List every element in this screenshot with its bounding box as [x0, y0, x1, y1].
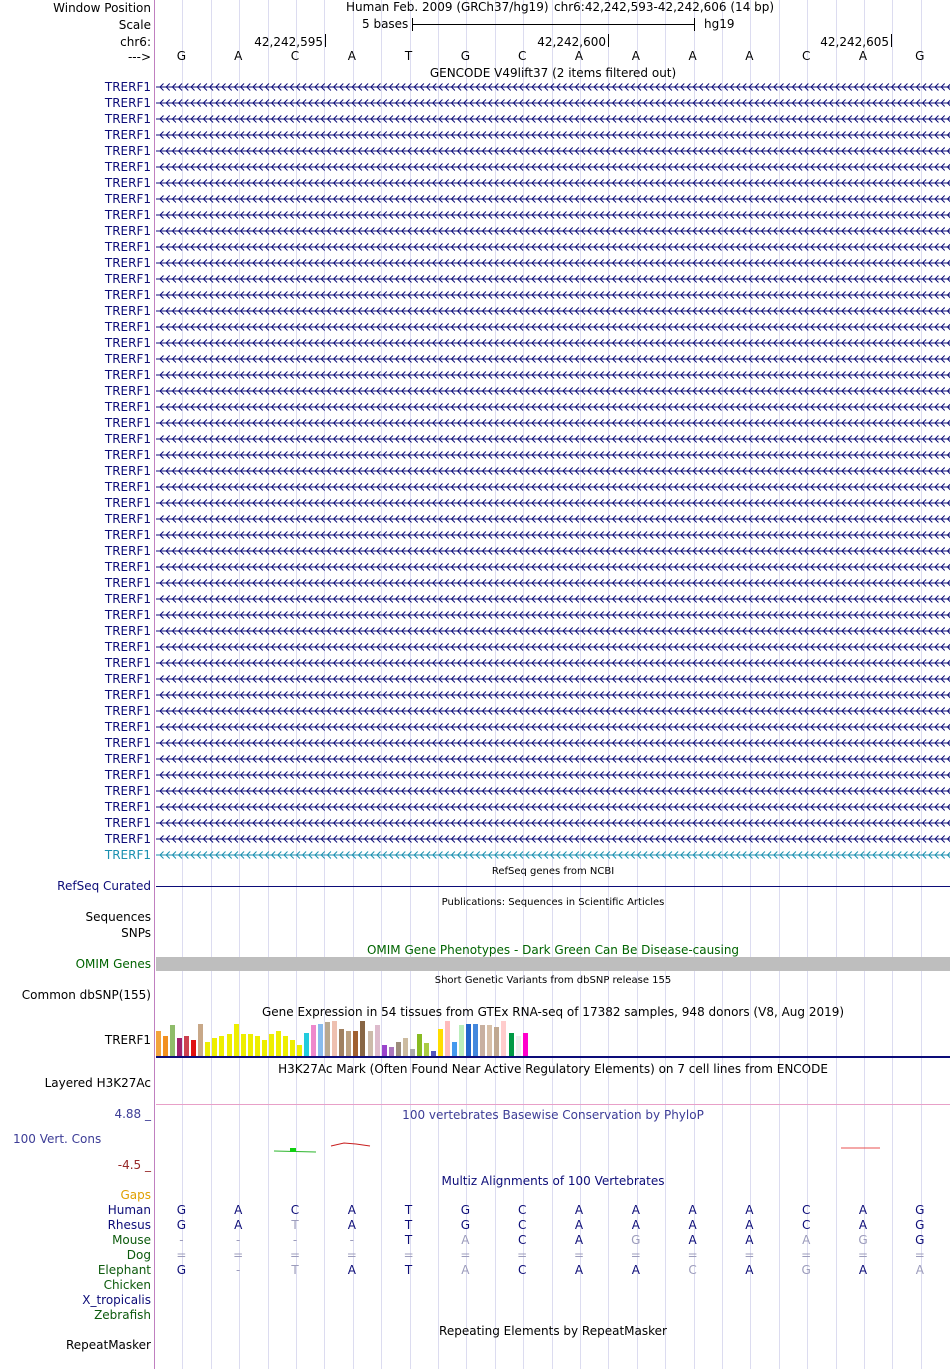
coord-label-3: 42,242,605: [820, 35, 889, 49]
cons-title: 100 vertebrates Basewise Conservation by PhyloP: [402, 1108, 704, 1122]
dbsnp-label[interactable]: Common dbSNP(155): [21, 988, 151, 1002]
gene-label[interactable]: TRERF1: [104, 848, 151, 862]
aligned-base: A: [802, 1233, 811, 1247]
aligned-base: G: [460, 1203, 471, 1217]
aligned-base: C: [290, 1203, 300, 1217]
gtex-tissue-bar[interactable]: [304, 1033, 309, 1056]
gtex-tissue-bar[interactable]: [177, 1038, 182, 1056]
gene-model[interactable]: [156, 176, 950, 190]
gene-model[interactable]: [156, 848, 950, 862]
refseq-title: RefSeq genes from NCBI: [491, 866, 615, 877]
gene-label[interactable]: TRERF1: [104, 464, 151, 478]
gene-model[interactable]: [156, 496, 950, 510]
dbsnp-title: Short Genetic Variants from dbSNP release 155: [434, 975, 672, 986]
cons-min-label: -4.5 _: [117, 1158, 151, 1172]
gtex-tissue-bar[interactable]: [396, 1042, 401, 1056]
aligned-base: =: [744, 1248, 755, 1262]
gene-model[interactable]: [156, 160, 950, 174]
gene-model[interactable]: [156, 144, 950, 158]
gene-label[interactable]: TRERF1: [104, 656, 151, 670]
omim-gene-bar[interactable]: [156, 957, 950, 971]
aligned-base: A: [745, 1263, 754, 1277]
gtex-tissue-bar[interactable]: [241, 1034, 246, 1056]
gtex-title: Gene Expression in 54 tissues from GTEx RNA-seq of 17382 samples, 948 donors (V8, Aug 2019): [261, 1005, 845, 1019]
gene-label[interactable]: TRERF1: [104, 528, 151, 542]
aligned-base: -: [292, 1233, 298, 1247]
gene-label[interactable]: TRERF1: [104, 224, 151, 238]
aligned-base: T: [404, 1203, 413, 1217]
gtex-tissue-bar[interactable]: [403, 1038, 408, 1056]
aligned-base: A: [347, 1263, 356, 1277]
gene-label[interactable]: TRERF1: [104, 592, 151, 606]
aligned-base: A: [347, 1203, 356, 1217]
dna-base: T: [404, 49, 413, 63]
dna-base: A: [347, 49, 356, 63]
cons-wiggle[interactable]: [156, 1136, 950, 1160]
species-label[interactable]: Mouse: [112, 1233, 151, 1247]
gene-label[interactable]: TRERF1: [104, 272, 151, 286]
aligned-base: A: [574, 1233, 584, 1247]
gtex-tissue-bar[interactable]: [487, 1025, 492, 1056]
dna-base: A: [858, 49, 868, 63]
gene-model[interactable]: [156, 432, 950, 446]
aligned-base: A: [858, 1263, 868, 1277]
aligned-base: -: [236, 1263, 241, 1277]
dna-base: G: [915, 49, 925, 63]
species-label[interactable]: X_tropicalis: [82, 1293, 151, 1307]
gene-model[interactable]: [156, 464, 950, 478]
gtex-tissue-bar[interactable]: [523, 1033, 528, 1056]
gencode-title: GENCODE V49lift37 (2 items filtered out): [429, 66, 677, 80]
gene-model[interactable]: [156, 608, 950, 622]
refseq-label[interactable]: RefSeq Curated: [57, 879, 151, 893]
gene-label[interactable]: TRERF1: [104, 704, 151, 718]
gtex-tissue-bar[interactable]: [283, 1036, 288, 1056]
gene-model[interactable]: [156, 512, 950, 526]
gene-label[interactable]: TRERF1: [104, 640, 151, 654]
gene-model[interactable]: [156, 768, 950, 782]
dna-base: C: [517, 49, 527, 63]
gene-model[interactable]: [156, 656, 950, 670]
gtex-tissue-bar[interactable]: [212, 1038, 217, 1056]
aligned-base: =: [630, 1248, 641, 1262]
gene-label[interactable]: TRERF1: [104, 480, 151, 494]
gene-label[interactable]: TRERF1: [104, 576, 151, 590]
gene-label[interactable]: TRERF1: [104, 688, 151, 702]
gene-label[interactable]: TRERF1: [104, 176, 151, 190]
cons-label[interactable]: 100 Vert. Cons: [13, 1132, 102, 1146]
gene-label[interactable]: TRERF1: [104, 144, 151, 158]
aligned-base: -: [236, 1233, 241, 1247]
gtex-tissue-bar[interactable]: [248, 1034, 253, 1056]
dna-base: G: [460, 49, 471, 63]
gene-label[interactable]: TRERF1: [104, 496, 151, 510]
gtex-tissue-bar[interactable]: [255, 1036, 260, 1056]
gene-model[interactable]: [156, 800, 950, 814]
gene-model[interactable]: [156, 784, 950, 798]
gtex-tissue-bar[interactable]: [410, 1049, 415, 1056]
gtex-tissue-bar[interactable]: [198, 1024, 203, 1056]
gene-label[interactable]: TRERF1: [104, 192, 151, 206]
gene-model[interactable]: [156, 96, 950, 110]
aligned-base: =: [233, 1248, 244, 1262]
gene-model[interactable]: [156, 624, 950, 638]
gene-label[interactable]: TRERF1: [104, 560, 151, 574]
scale-db-text: hg19: [704, 17, 735, 31]
omim-title: OMIM Gene Phenotypes - Dark Green Can Be Disease-causing: [366, 943, 740, 957]
gene-model[interactable]: [156, 128, 950, 142]
gene-model[interactable]: [156, 272, 950, 286]
gene-label[interactable]: TRERF1: [104, 240, 151, 254]
aligned-base: G: [631, 1233, 641, 1247]
dna-base: A: [234, 49, 243, 63]
gene-label[interactable]: TRERF1: [104, 736, 151, 750]
aligned-base: C: [517, 1263, 527, 1277]
gene-label[interactable]: TRERF1: [104, 624, 151, 638]
aligned-base: G: [915, 1233, 925, 1247]
aligned-base: A: [631, 1218, 640, 1232]
gaps-label[interactable]: Gaps: [120, 1188, 151, 1202]
aligned-base: =: [403, 1248, 414, 1262]
gene-model[interactable]: [156, 224, 950, 238]
gene-label[interactable]: TRERF1: [104, 352, 151, 366]
gtex-tissue-bar[interactable]: [494, 1027, 499, 1056]
coord-tick-2: [608, 34, 609, 47]
gene-model[interactable]: [156, 240, 950, 254]
gene-label[interactable]: TRERF1: [104, 400, 151, 414]
aligned-base: A: [631, 1203, 640, 1217]
gtex-tissue-bar[interactable]: [389, 1047, 394, 1056]
aligned-base: G: [176, 1263, 187, 1277]
aligned-base: G: [176, 1218, 187, 1232]
gene-label[interactable]: TRERF1: [104, 208, 151, 222]
gtex-tissue-bar[interactable]: [297, 1045, 302, 1056]
gene-label[interactable]: TRERF1: [104, 336, 151, 350]
species-label[interactable]: Elephant: [97, 1263, 151, 1277]
aligned-base: A: [858, 1203, 868, 1217]
gtex-tissue-bar[interactable]: [417, 1034, 422, 1056]
gene-label[interactable]: TRERF1: [104, 320, 151, 334]
gtex-tissue-bar[interactable]: [368, 1031, 373, 1056]
gtex-tissue-bar[interactable]: [509, 1033, 514, 1056]
aligned-base: G: [915, 1203, 925, 1217]
gtex-tissue-bar[interactable]: [516, 1036, 521, 1056]
gene-label[interactable]: TRERF1: [104, 256, 151, 270]
dna-base: A: [631, 49, 640, 63]
gene-label[interactable]: TRERF1: [104, 128, 151, 142]
gene-label[interactable]: TRERF1: [104, 288, 151, 302]
gtex-tissue-bar[interactable]: [311, 1025, 316, 1056]
gtex-tissue-bar[interactable]: [191, 1040, 196, 1056]
h3k27ac-title: H3K27Ac Mark (Often Found Near Active Regulatory Elements) on 7 cell lines from ENCODE: [278, 1062, 828, 1076]
aligned-base: C: [801, 1218, 811, 1232]
gtex-tissue-bar[interactable]: [438, 1029, 443, 1056]
gtex-tissue-bar[interactable]: [473, 1024, 478, 1056]
track-image[interactable]: [156, 0, 950, 1369]
aligned-base: C: [517, 1233, 527, 1247]
aligned-base: G: [915, 1218, 925, 1232]
gene-model[interactable]: [156, 80, 950, 94]
gene-model[interactable]: [156, 352, 950, 366]
gene-model[interactable]: [156, 704, 950, 718]
dna-base: A: [688, 49, 697, 63]
coord-label-2: 42,242,600: [537, 35, 606, 49]
aligned-base: A: [688, 1218, 697, 1232]
gene-label[interactable]: TRERF1: [104, 448, 151, 462]
gene-model[interactable]: [156, 320, 950, 334]
position-text: chr6:42,242,593-42,242,606 (14 bp): [554, 0, 775, 14]
gene-model[interactable]: [156, 576, 950, 590]
aligned-base: A: [461, 1263, 470, 1277]
gene-label[interactable]: TRERF1: [104, 416, 151, 430]
gene-model[interactable]: [156, 208, 950, 222]
gene-label[interactable]: TRERF1: [104, 304, 151, 318]
gene-model[interactable]: [156, 400, 950, 414]
gene-model[interactable]: [156, 528, 950, 542]
aligned-base: A: [688, 1203, 697, 1217]
aligned-base: =: [176, 1248, 187, 1262]
window-position-label: Window Position: [53, 1, 151, 15]
gtex-tissue-bar[interactable]: [445, 1021, 450, 1056]
gtex-tissue-bar[interactable]: [205, 1042, 210, 1056]
aligned-base: =: [289, 1248, 301, 1262]
gene-model[interactable]: [156, 592, 950, 606]
gtex-baseline: [156, 1056, 950, 1058]
gtex-tissue-bar[interactable]: [184, 1036, 189, 1056]
gtex-tissue-bar[interactable]: [459, 1025, 464, 1056]
gtex-tissue-bar[interactable]: [234, 1024, 239, 1056]
aligned-base: A: [461, 1233, 470, 1247]
aligned-base: A: [745, 1218, 754, 1232]
repeatmasker-label[interactable]: RepeatMasker: [65, 1338, 151, 1352]
gene-model[interactable]: [156, 672, 950, 686]
omim-label[interactable]: OMIM Genes: [75, 957, 151, 971]
aligned-base: -: [179, 1233, 184, 1247]
gene-model[interactable]: [156, 816, 950, 830]
refseq-gene-line[interactable]: [156, 886, 950, 887]
gtex-bar-graph[interactable]: [156, 1020, 950, 1056]
scale-label: Scale: [118, 18, 151, 32]
aligned-base: =: [801, 1248, 812, 1262]
gene-model[interactable]: [156, 192, 950, 206]
aligned-base: C: [517, 1218, 527, 1232]
gene-label[interactable]: TRERF1: [104, 816, 151, 830]
gene-model[interactable]: [156, 256, 950, 270]
aligned-base: A: [574, 1218, 584, 1232]
gene-label[interactable]: TRERF1: [104, 160, 151, 174]
aligned-base: T: [404, 1233, 413, 1247]
aligned-base: T: [404, 1218, 413, 1232]
gene-label[interactable]: TRERF1: [104, 752, 151, 766]
species-label[interactable]: Rhesus: [107, 1218, 151, 1232]
gene-label[interactable]: TRERF1: [104, 608, 151, 622]
aligned-base: G: [176, 1203, 187, 1217]
gene-model[interactable]: [156, 640, 950, 654]
gene-label[interactable]: TRERF1: [104, 768, 151, 782]
gtex-tissue-bar[interactable]: [276, 1031, 281, 1056]
gene-label[interactable]: TRERF1: [104, 96, 151, 110]
gene-model[interactable]: [156, 448, 950, 462]
aligned-base: =: [687, 1248, 698, 1262]
gene-model[interactable]: [156, 112, 950, 126]
gene-label[interactable]: TRERF1: [104, 672, 151, 686]
gtex-label[interactable]: TRERF1: [104, 1033, 151, 1047]
publications-title: Publications: Sequences in Scientific Articles: [441, 897, 665, 908]
aligned-base: =: [517, 1248, 528, 1262]
aligned-base: A: [688, 1233, 697, 1247]
scale-bar-left-tick: [412, 18, 413, 31]
gene-label[interactable]: TRERF1: [104, 432, 151, 446]
scale-text: 5 bases: [362, 17, 409, 31]
aligned-base: =: [857, 1248, 869, 1262]
aligned-base: C: [517, 1203, 527, 1217]
aligned-base: =: [573, 1248, 585, 1262]
track-labels-panel: [0, 0, 154, 1369]
aligned-base: A: [234, 1203, 243, 1217]
aligned-base: =: [346, 1248, 357, 1262]
aligned-base: G: [460, 1218, 471, 1232]
gene-model[interactable]: [156, 336, 950, 350]
gtex-tissue-bar[interactable]: [318, 1024, 323, 1056]
label-separator: [154, 0, 155, 1369]
gtex-tissue-bar[interactable]: [424, 1043, 429, 1056]
h3k27ac-signal-line[interactable]: [156, 1104, 950, 1105]
aligned-base: A: [745, 1233, 754, 1247]
gene-label[interactable]: TRERF1: [104, 544, 151, 558]
species-label[interactable]: Human: [107, 1203, 151, 1217]
dna-base: C: [290, 49, 300, 63]
gene-model[interactable]: [156, 832, 950, 846]
gtex-tissue-bar[interactable]: [382, 1045, 387, 1056]
aligned-base: A: [574, 1203, 584, 1217]
dna-base: A: [574, 49, 584, 63]
aligned-base: =: [460, 1248, 471, 1262]
gene-label[interactable]: TRERF1: [104, 80, 151, 94]
gtex-tissue-bar[interactable]: [332, 1021, 337, 1056]
multiz-title: Multiz Alignments of 100 Vertebrates: [441, 1174, 665, 1188]
dna-base: G: [176, 49, 187, 63]
gtex-tissue-bar[interactable]: [466, 1024, 471, 1056]
gene-label[interactable]: TRERF1: [104, 512, 151, 526]
gtex-tissue-bar[interactable]: [269, 1034, 274, 1056]
gtex-tissue-bar[interactable]: [170, 1025, 175, 1056]
species-label[interactable]: Dog: [126, 1248, 151, 1262]
assembly-text: Human Feb. 2009 (GRCh37/hg19): [346, 0, 549, 14]
gene-model[interactable]: [156, 416, 950, 430]
chrom-label: chr6:: [120, 35, 151, 49]
coord-tick-1: [325, 34, 326, 47]
gtex-tissue-bar[interactable]: [219, 1036, 224, 1056]
gene-model[interactable]: [156, 720, 950, 734]
gene-model[interactable]: [156, 544, 950, 558]
gtex-tissue-bar[interactable]: [360, 1021, 365, 1056]
gene-model[interactable]: [156, 368, 950, 382]
gene-label[interactable]: TRERF1: [104, 800, 151, 814]
gtex-tissue-bar[interactable]: [339, 1029, 344, 1056]
gtex-tissue-bar[interactable]: [290, 1040, 295, 1056]
gtex-tissue-bar[interactable]: [163, 1036, 168, 1056]
aligned-base: -: [349, 1233, 354, 1247]
gene-model[interactable]: [156, 480, 950, 494]
gtex-tissue-bar[interactable]: [353, 1031, 358, 1056]
gene-model[interactable]: [156, 752, 950, 766]
species-label[interactable]: Chicken: [103, 1278, 151, 1292]
gene-label[interactable]: TRERF1: [104, 832, 151, 846]
gene-model[interactable]: [156, 688, 950, 702]
aligned-base: T: [404, 1263, 413, 1277]
gene-label[interactable]: TRERF1: [104, 784, 151, 798]
snps-label[interactable]: SNPs: [121, 926, 151, 940]
gene-label[interactable]: TRERF1: [104, 368, 151, 382]
coord-tick-3: [891, 34, 892, 47]
gene-label[interactable]: TRERF1: [104, 384, 151, 398]
dna-base: A: [745, 49, 754, 63]
gtex-tissue-bar[interactable]: [227, 1034, 232, 1056]
gtex-tissue-bar[interactable]: [501, 1021, 506, 1056]
gtex-tissue-bar[interactable]: [346, 1031, 351, 1056]
gtex-tissue-bar[interactable]: [156, 1031, 161, 1056]
aligned-base: G: [801, 1263, 811, 1277]
gtex-tissue-bar[interactable]: [452, 1042, 457, 1056]
repeatmasker-title: Repeating Elements by RepeatMasker: [439, 1324, 667, 1338]
gene-label[interactable]: TRERF1: [104, 720, 151, 734]
gene-model[interactable]: [156, 304, 950, 318]
aligned-base: A: [574, 1263, 584, 1277]
aligned-base: C: [801, 1203, 811, 1217]
coord-label-1: 42,242,595: [254, 35, 323, 49]
aligned-base: =: [914, 1248, 925, 1262]
sequences-label[interactable]: Sequences: [85, 910, 151, 924]
aligned-base: A: [858, 1218, 868, 1232]
gtex-tissue-bar[interactable]: [375, 1025, 380, 1056]
species-label[interactable]: Zebrafish: [94, 1308, 151, 1322]
gene-model[interactable]: [156, 288, 950, 302]
aligned-base: A: [631, 1263, 640, 1277]
aligned-base: G: [858, 1233, 868, 1247]
aligned-base: A: [347, 1218, 356, 1232]
dna-base: C: [801, 49, 811, 63]
gtex-tissue-bar[interactable]: [262, 1040, 267, 1056]
aligned-base: A: [915, 1263, 924, 1277]
aligned-base: C: [688, 1263, 697, 1277]
gene-model[interactable]: [156, 560, 950, 574]
cons-max-label: 4.88 _: [114, 1107, 151, 1121]
gene-label[interactable]: TRERF1: [104, 112, 151, 126]
gtex-tissue-bar[interactable]: [325, 1022, 330, 1056]
gene-model[interactable]: [156, 384, 950, 398]
aligned-base: A: [234, 1218, 243, 1232]
aligned-base: T: [291, 1263, 299, 1277]
scale-bar: [412, 24, 695, 25]
cons-peak: [290, 1148, 296, 1152]
gtex-tissue-bar[interactable]: [480, 1025, 485, 1056]
cons-segment: [331, 1143, 370, 1146]
aligned-base: T: [291, 1218, 299, 1232]
scale-bar-right-tick: [694, 18, 695, 31]
strand-label: --->: [127, 50, 151, 64]
gene-model[interactable]: [156, 736, 950, 750]
h3k27ac-label[interactable]: Layered H3K27Ac: [44, 1076, 151, 1090]
aligned-base: A: [745, 1203, 754, 1217]
